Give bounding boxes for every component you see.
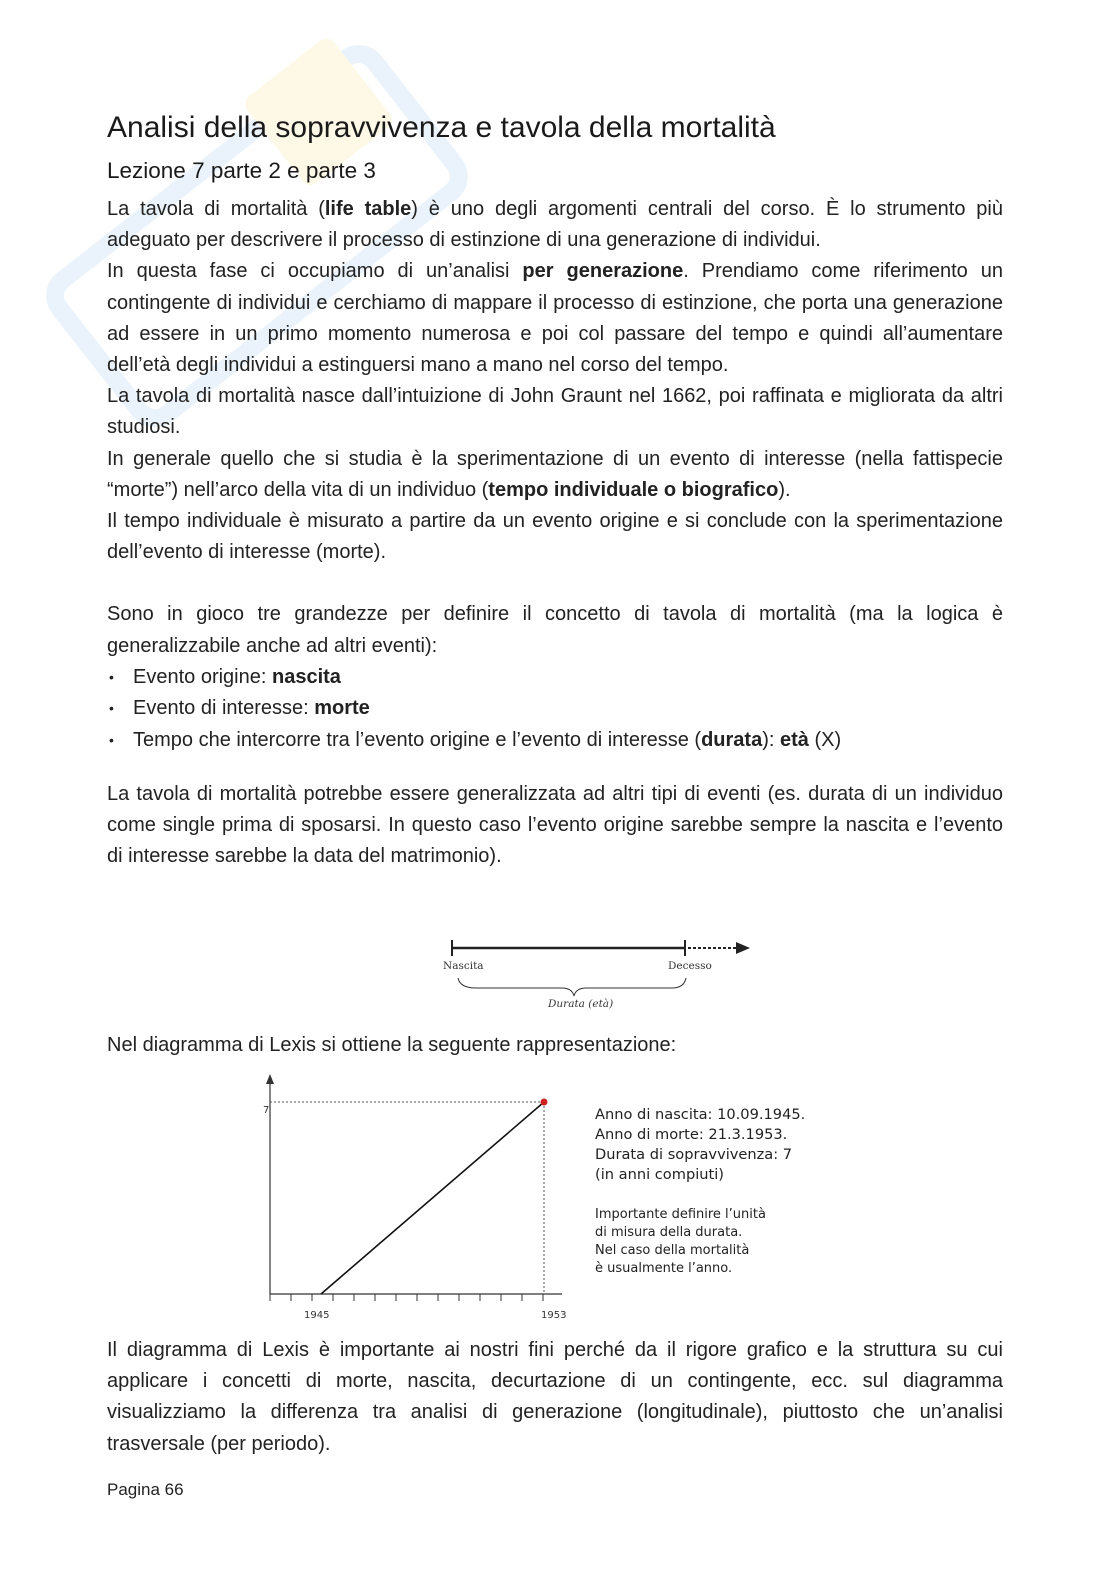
- lifeline: [321, 1102, 544, 1294]
- list-item: • Evento di interesse: morte: [107, 693, 1003, 725]
- main-content: [107, 108, 1003, 872]
- paragraph-individual-time: Il tempo individuale è misurato a partire da un evento origine e si conclude con la sperimentazione dell’evento di interesse (morte).: [107, 510, 1003, 564]
- death-point: [541, 1099, 548, 1106]
- page-title: Analisi della sopravvivenza e tavola della mortalità: [107, 111, 776, 144]
- list-item: • Evento origine: nascita: [107, 662, 1003, 694]
- lexis-note: Importante definire l’unità di misura della durata. Nel caso della mortalità è usualmente l’anno.: [595, 1207, 766, 1276]
- quantities-list: [107, 662, 1003, 757]
- x-tick-label: 1953: [541, 1310, 567, 1321]
- timeline-end-label: Decesso: [668, 960, 712, 972]
- x-tick-label: 1945: [304, 1310, 330, 1321]
- paragraph-event: In generale quello che si studia è la sperimentazione di un evento di interesse (nella fattispecie “morte”) nell’arco della vita di un individuo (tempo individuale o biografico).: [107, 447, 1003, 501]
- paragraph-graunt: La tavola di mortalità nasce dall’intuizione di John Graunt nel 1662, poi raffinata e migliorata da altri studiosi.: [107, 385, 1003, 439]
- timeline-start-label: Nascita: [443, 960, 484, 972]
- paragraph-life-table: La tavola di mortalità (life table) è uno degli argomenti centrali del corso. È lo strumento più adeguato per descrivere il processo di estinzione di una generazione di individui.: [107, 198, 1003, 252]
- paragraph-lexis-importance: Il diagramma di Lexis è importante ai nostri fini perché da il rigore grafico e la struttura su cui applicare i concetti di morte, nascita, decurtazione di un contingente, ecc. sul diagramma visualizziamo la differenza tra analisi di generazione (longitudinale), piuttosto che un’analisi trasversale (per periodo).: [107, 1339, 1003, 1455]
- timeline-diagram: [436, 936, 766, 1016]
- page-number: Pagina 66: [107, 1480, 184, 1499]
- paragraph-generation: In questa fase ci occupiamo di un’analisi per generazione. Prendiamo come riferimento un contingente di individui e cerchiamo di mappare il processo di estinzione, che porta una generazione ad essere in un primo momento numerosa e poi col passare del tempo e quindi all’aumentare dell’età degli individui a estinguersi mano a mano nel corso del tempo.: [107, 260, 1003, 377]
- page-subtitle: Lezione 7 parte 2 e parte 3: [107, 158, 376, 183]
- list-item: • Tempo che intercorre tra l’evento origine e l’evento di interesse (durata): età (X): [107, 725, 1003, 757]
- paragraph-quantities: Sono in gioco tre grandezze per definire il concetto di tavola di mortalità (ma la logica è generalizzabile anche ad altri eventi):: [107, 603, 1003, 657]
- lexis-caption: Anno di nascita: 10.09.1945. Anno di morte: 21.3.1953. Durata di sopravvivenza: 7 (in anni compiuti): [595, 1106, 806, 1183]
- y-tick-label: 7: [263, 1105, 270, 1116]
- paragraph-lexis-intro: Nel diagramma di Lexis si ottiene la seguente rappresentazione:: [107, 1034, 677, 1056]
- paragraph-generalization: La tavola di mortalità potrebbe essere generalizzata ad altri tipi di eventi (es. durata di un individuo come single prima di sposarsi. In questo caso l’evento origine sarebbe sempre la nascita e l’evento di interesse sarebbe la data del matrimonio).: [107, 782, 1003, 868]
- timeline-duration-label: Durata (età): [548, 998, 614, 1010]
